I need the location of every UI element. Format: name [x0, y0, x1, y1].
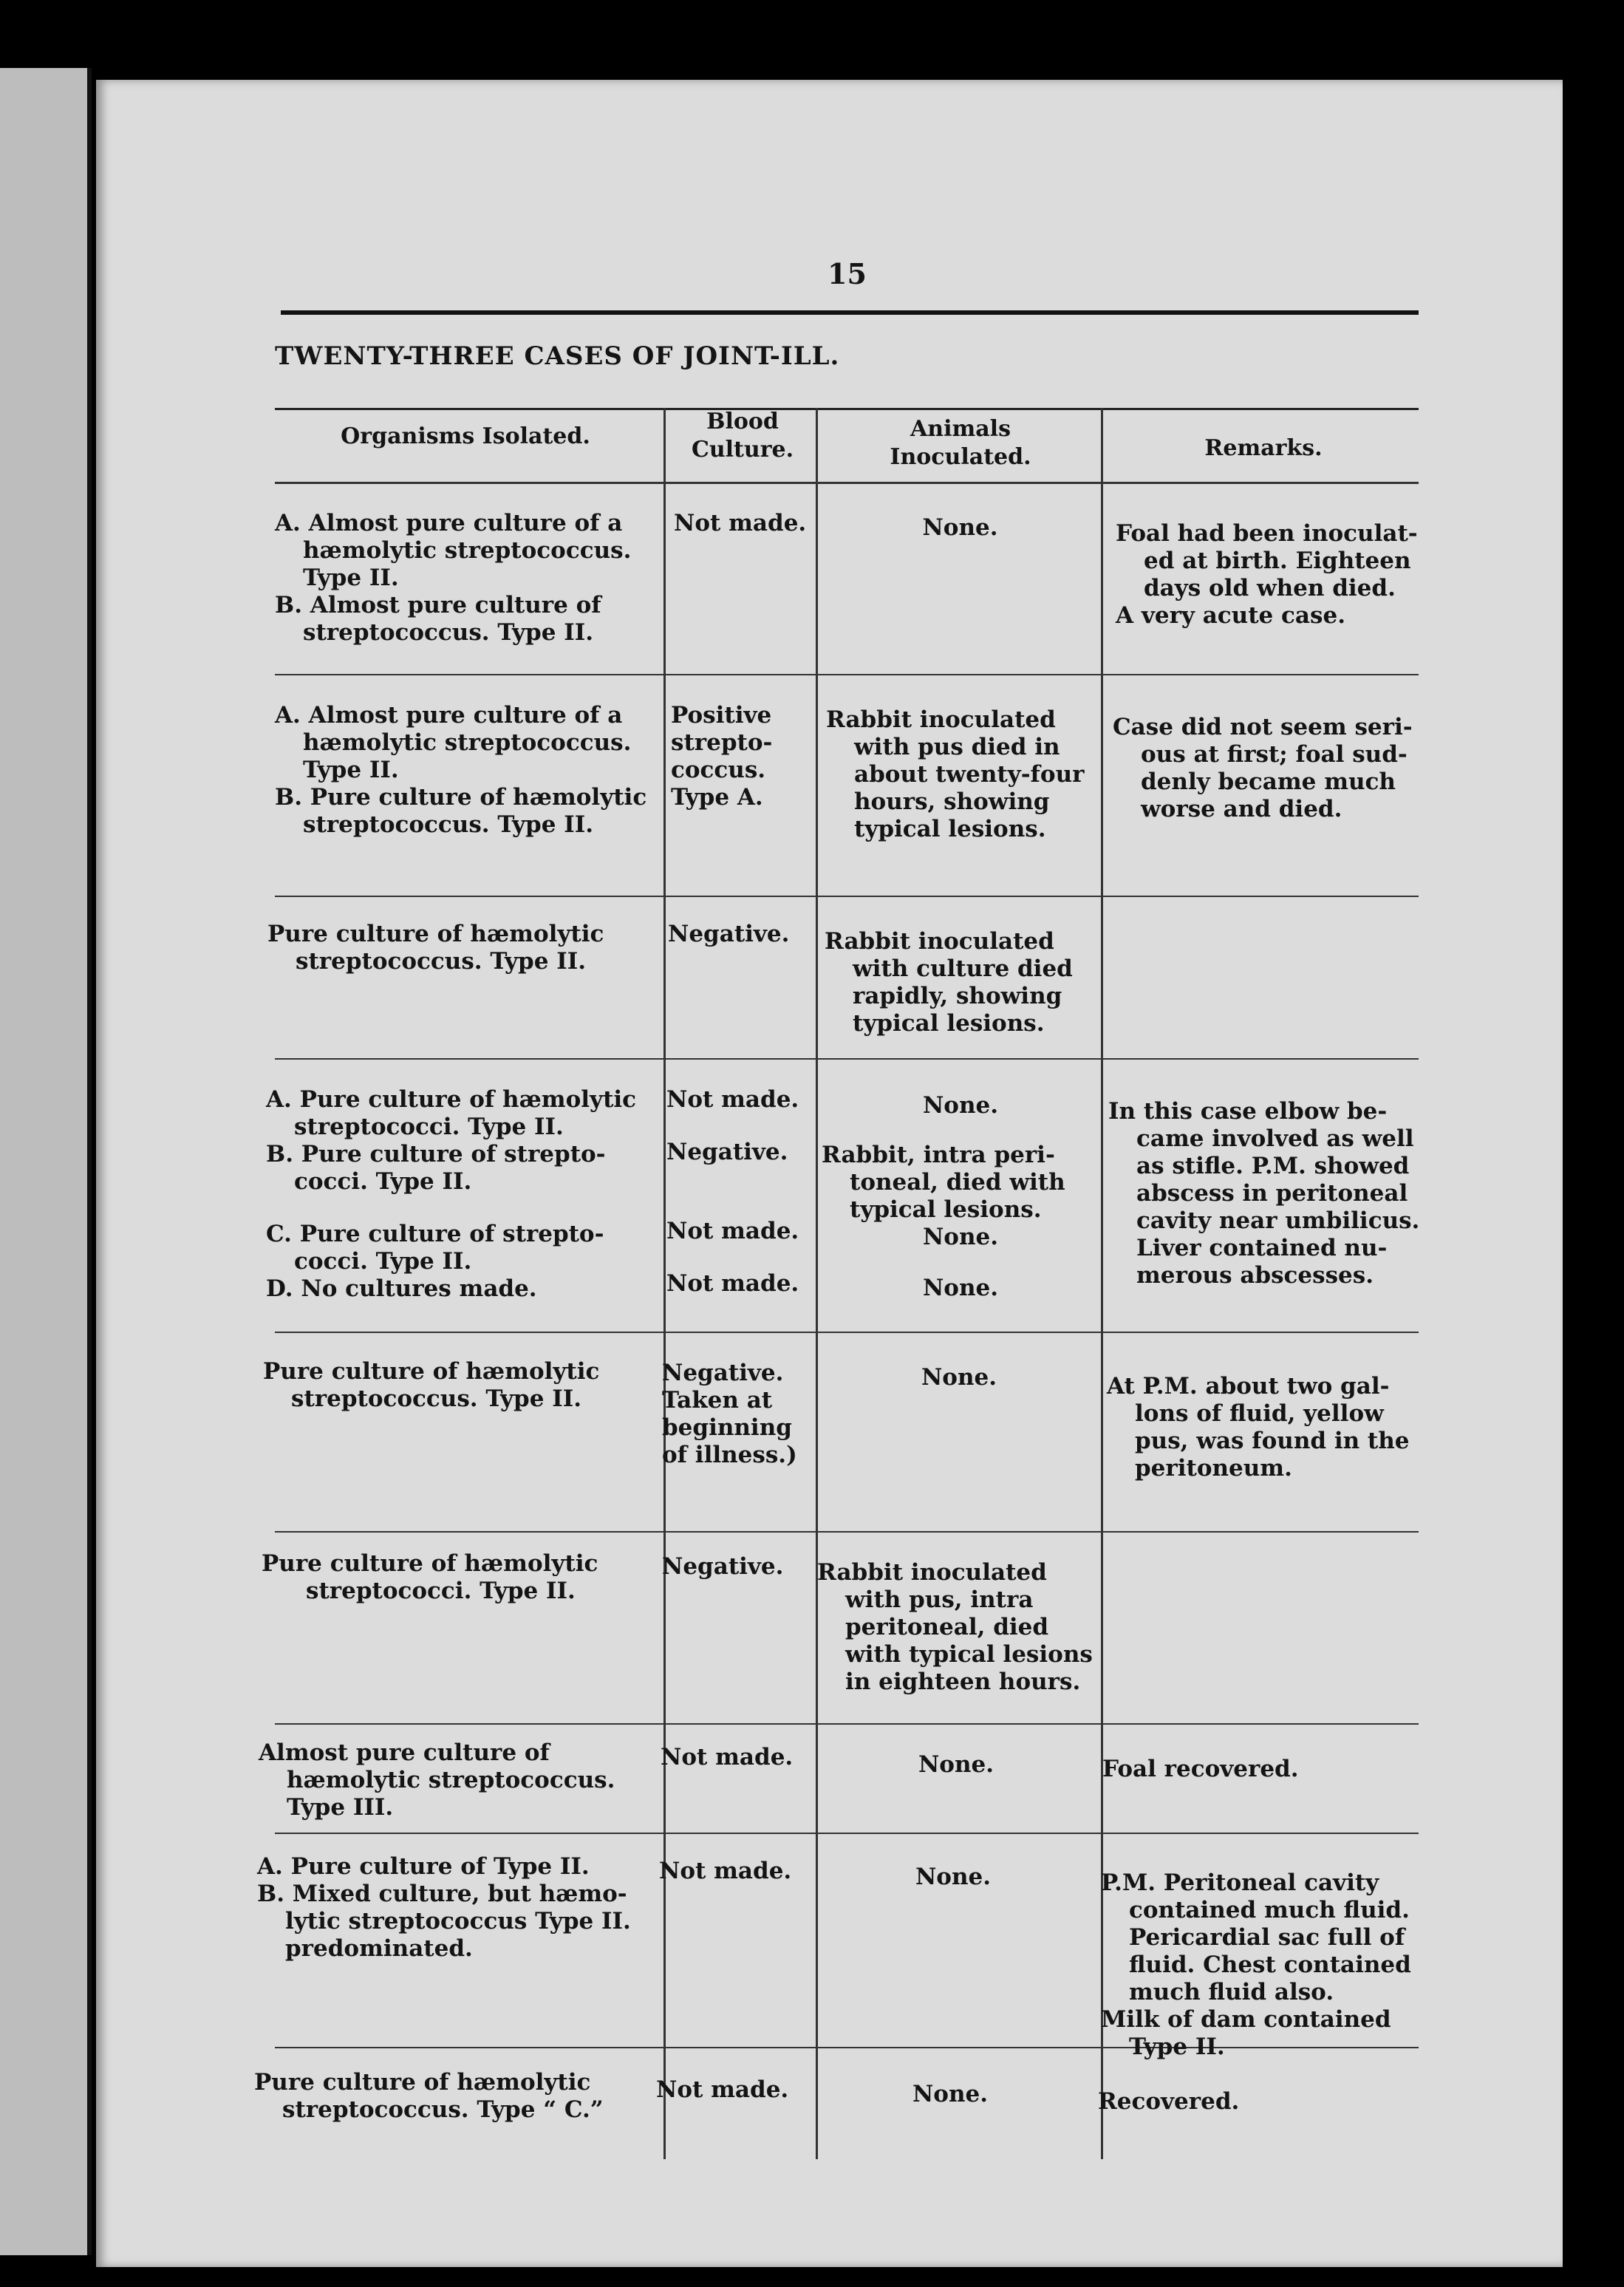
- table-row-6-blood: [662, 1553, 810, 1581]
- header-blood: [669, 408, 816, 464]
- text-line: cocci. Type II.: [294, 1168, 472, 1195]
- text-line: beginning: [662, 1414, 792, 1441]
- table-row-4-organisms: [266, 1086, 650, 1303]
- text-line: strepto-: [671, 729, 773, 756]
- header-animals: [820, 415, 1101, 471]
- text-line: with pus, intra: [845, 1586, 1034, 1613]
- row-rule: [275, 1833, 1419, 1834]
- table-row-2-animals: [826, 706, 1099, 843]
- text-line: Not made.: [659, 1858, 792, 1884]
- header-animals-line1: Animals: [910, 416, 1011, 442]
- table-row-8-animals: [813, 1864, 1094, 1891]
- text-line: Not made.: [674, 510, 807, 536]
- text-line: Type II.: [303, 565, 399, 591]
- table-row-5-organisms: [263, 1358, 650, 1413]
- table-row-6-animals: [817, 1559, 1098, 1696]
- text-line: A very acute case.: [1116, 602, 1345, 629]
- table-row-5-animals: [820, 1364, 1098, 1391]
- text-line: Positive: [671, 702, 772, 729]
- text-line: Pure culture of hæmolytic: [254, 2069, 591, 2096]
- text-line: Not made.: [661, 1744, 794, 1770]
- text-line: Type A.: [671, 784, 763, 811]
- text-line: D. No cultures made.: [266, 1275, 537, 1302]
- text-line: typical lesions.: [854, 816, 1046, 842]
- text-line: A. Pure culture of hæmolytic: [266, 1086, 637, 1113]
- table-row-4-animals: [822, 1092, 1099, 1302]
- text-line: streptococcus. Type II.: [303, 619, 594, 646]
- table-row-8-blood: [659, 1858, 807, 1885]
- header-remarks: [1108, 434, 1419, 463]
- text-line: contained much fluid.: [1129, 1897, 1410, 1923]
- text-line: hæmolytic streptococcus.: [303, 537, 632, 564]
- text-line: lytic streptococcus Type II.: [285, 1908, 631, 1935]
- text-line: denly became much: [1141, 768, 1396, 795]
- text-line: Recovered.: [1098, 2088, 1240, 2115]
- table-row-4-blood: [666, 1086, 811, 1298]
- text-line: streptococcus. Type II.: [303, 811, 594, 838]
- text-line: about twenty-four: [854, 761, 1085, 788]
- text-line: B. Pure culture of strepto-: [266, 1141, 606, 1168]
- text-line: None.: [922, 1092, 999, 1119]
- text-line: with culture died: [853, 955, 1073, 982]
- text-line: typical lesions.: [853, 1010, 1045, 1037]
- text-line: Not made.: [666, 1086, 799, 1113]
- row-rule: [275, 1531, 1419, 1533]
- page-number: 15: [828, 257, 867, 290]
- text-line: streptococcus. Type II.: [291, 1386, 582, 1412]
- header-rule: [281, 310, 1419, 315]
- text-line: None.: [912, 2081, 989, 2107]
- text-line: Almost pure culture of: [259, 1739, 550, 1766]
- text-line: as stifle. P.M. showed: [1136, 1153, 1410, 1179]
- text-line: with typical lesions: [845, 1641, 1093, 1668]
- row-rule: [275, 1332, 1419, 1333]
- text-line: C. Pure culture of strepto-: [266, 1221, 604, 1247]
- row-rule: [275, 1723, 1419, 1725]
- text-line: abscess in peritoneal: [1136, 1180, 1408, 1207]
- text-line: much fluid also.: [1129, 1979, 1334, 2005]
- header-bottom-rule: [275, 482, 1419, 484]
- text-line: Negative.: [666, 1139, 788, 1165]
- text-line: predominated.: [285, 1935, 473, 1962]
- table-row-8-remarks: [1101, 1870, 1419, 2061]
- text-line: hæmolytic streptococcus.: [287, 1767, 615, 1793]
- text-line: came involved as well: [1136, 1125, 1414, 1152]
- text-line: A. Almost pure culture of a: [275, 702, 623, 729]
- table-row-2-remarks: [1113, 714, 1419, 823]
- text-line: P.M. Peritoneal cavity: [1101, 1870, 1379, 1896]
- text-line: Not made.: [656, 2076, 789, 2103]
- text-line: B. Mixed culture, but hæmo-: [257, 1881, 627, 1907]
- text-line: Pericardial sac full of: [1129, 1924, 1405, 1951]
- text-line: A. Almost pure culture of a: [275, 510, 623, 536]
- text-line: Negative.: [662, 1553, 784, 1580]
- column-divider: [816, 408, 818, 2159]
- table-row-9-remarks: [1098, 2088, 1419, 2116]
- table-row-5-remarks: [1107, 1373, 1419, 1482]
- row-rule: [275, 896, 1419, 897]
- text-line: Rabbit inoculated: [826, 706, 1056, 733]
- text-line: Type II.: [303, 757, 399, 783]
- text-line: B. Pure culture of hæmolytic: [275, 784, 647, 811]
- text-line: streptococcus. Type II.: [296, 948, 587, 975]
- table-row-3-animals: [825, 928, 1099, 1037]
- text-line: Not made.: [666, 1218, 799, 1244]
- text-line: None.: [922, 514, 998, 541]
- text-line: Rabbit inoculated: [817, 1559, 1047, 1586]
- text-line: of illness.): [662, 1442, 797, 1468]
- text-line: ed at birth. Eighteen: [1144, 548, 1411, 574]
- text-line: cavity near umbilicus.: [1136, 1207, 1420, 1234]
- text-line: Foal had been inoculat-: [1116, 520, 1418, 547]
- text-line: Pure culture of hæmolytic: [267, 921, 604, 947]
- table-row-7-organisms: [259, 1739, 650, 1821]
- text-line: Case did not seem seri-: [1113, 714, 1413, 740]
- text-line: In this case elbow be-: [1108, 1098, 1388, 1125]
- text-line: None.: [915, 1864, 992, 1890]
- header-organisms: [281, 423, 650, 451]
- text-line: pus, was found in the: [1135, 1428, 1410, 1454]
- text-line: Pure culture of hæmolytic: [262, 1550, 598, 1577]
- text-line: toneal, died with: [850, 1169, 1065, 1196]
- text-line: with pus died in: [854, 734, 1060, 760]
- text-line: Milk of dam contained: [1101, 2006, 1391, 2033]
- header-blood-line2: Culture.: [691, 437, 794, 463]
- table-row-1-blood: [674, 510, 814, 537]
- text-line: streptococci. Type II.: [306, 1578, 576, 1604]
- table-row-1-organisms: [275, 510, 653, 647]
- row-rule: [275, 1058, 1419, 1060]
- text-line: typical lesions.: [850, 1196, 1042, 1223]
- header-organisms-label: Organisms Isolated.: [341, 423, 590, 449]
- text-line: ous at first; foal sud-: [1141, 741, 1408, 768]
- table-row-5-blood: [662, 1360, 810, 1469]
- text-line: None.: [922, 1275, 999, 1301]
- text-line: Liver contained nu-: [1136, 1235, 1388, 1261]
- text-line: At P.M. about two gal-: [1107, 1373, 1390, 1400]
- facing-page-strip: [0, 68, 90, 2255]
- header-blood-line1: Blood: [706, 409, 779, 434]
- table-row-1-animals: [822, 514, 1099, 542]
- page-edge: [87, 68, 92, 2255]
- header-remarks-label: Remarks.: [1204, 435, 1323, 461]
- table-row-7-animals: [816, 1751, 1096, 1779]
- text-line: Type III.: [287, 1794, 394, 1821]
- text-line: days old when died.: [1144, 575, 1396, 601]
- text-line: Pure culture of hæmolytic: [263, 1358, 600, 1385]
- text-line: Rabbit, intra peri-: [822, 1142, 1055, 1168]
- text-line: worse and died.: [1141, 796, 1342, 822]
- table-row-3-organisms: [267, 921, 652, 975]
- table-top-rule: [275, 408, 1419, 410]
- text-line: Taken at: [662, 1387, 773, 1414]
- text-line: None.: [922, 1224, 999, 1250]
- text-line: peritoneal, died: [845, 1614, 1049, 1640]
- text-line: streptococci. Type II.: [294, 1114, 564, 1140]
- text-line: Foal recovered.: [1102, 1756, 1299, 1782]
- text-line: Not made.: [666, 1270, 799, 1297]
- text-line: B. Almost pure culture of: [275, 592, 601, 618]
- table-row-4-remarks: [1108, 1098, 1419, 1289]
- text-line: A. Pure culture of Type II.: [257, 1853, 590, 1880]
- text-line: merous abscesses.: [1136, 1262, 1374, 1289]
- table-row-1-remarks: [1116, 520, 1419, 630]
- table-row-7-remarks: [1102, 1756, 1419, 1783]
- page-title: TWENTY-THREE CASES OF JOINT-ILL.: [275, 341, 840, 371]
- text-line: hours, showing: [854, 788, 1050, 815]
- text-line: Type II.: [1129, 2034, 1225, 2060]
- header-animals-line2: Inoculated.: [890, 444, 1031, 470]
- text-line: lons of fluid, yellow: [1135, 1400, 1384, 1427]
- column-divider: [663, 408, 666, 2159]
- text-line: rapidly, showing: [853, 983, 1062, 1009]
- table-row-8-organisms: [257, 1853, 650, 1963]
- table-row-2-blood: [671, 702, 811, 811]
- table-row-3-blood: [668, 921, 808, 948]
- row-rule: [275, 674, 1419, 675]
- text-line: peritoneum.: [1135, 1455, 1292, 1482]
- text-line: None.: [918, 1751, 994, 1778]
- text-line: None.: [921, 1364, 997, 1391]
- text-line: hæmolytic streptococcus.: [303, 729, 632, 756]
- text-line: Rabbit inoculated: [825, 928, 1054, 955]
- text-line: Negative.: [662, 1360, 784, 1386]
- text-line: Negative.: [668, 921, 790, 947]
- text-line: cocci. Type II.: [294, 1248, 472, 1275]
- table-row-7-blood: [661, 1744, 808, 1771]
- text-line: streptococcus. Type “ C.”: [282, 2096, 604, 2123]
- text-line: in eighteen hours.: [845, 1669, 1081, 1695]
- table-row-2-organisms: [275, 702, 653, 839]
- table-row-6-organisms: [262, 1550, 650, 1605]
- table-row-9-blood: [656, 2076, 804, 2104]
- text-line: coccus.: [671, 757, 766, 783]
- text-line: fluid. Chest contained: [1129, 1952, 1411, 1978]
- table-row-9-animals: [810, 2081, 1091, 2108]
- table-row-9-organisms: [254, 2069, 650, 2124]
